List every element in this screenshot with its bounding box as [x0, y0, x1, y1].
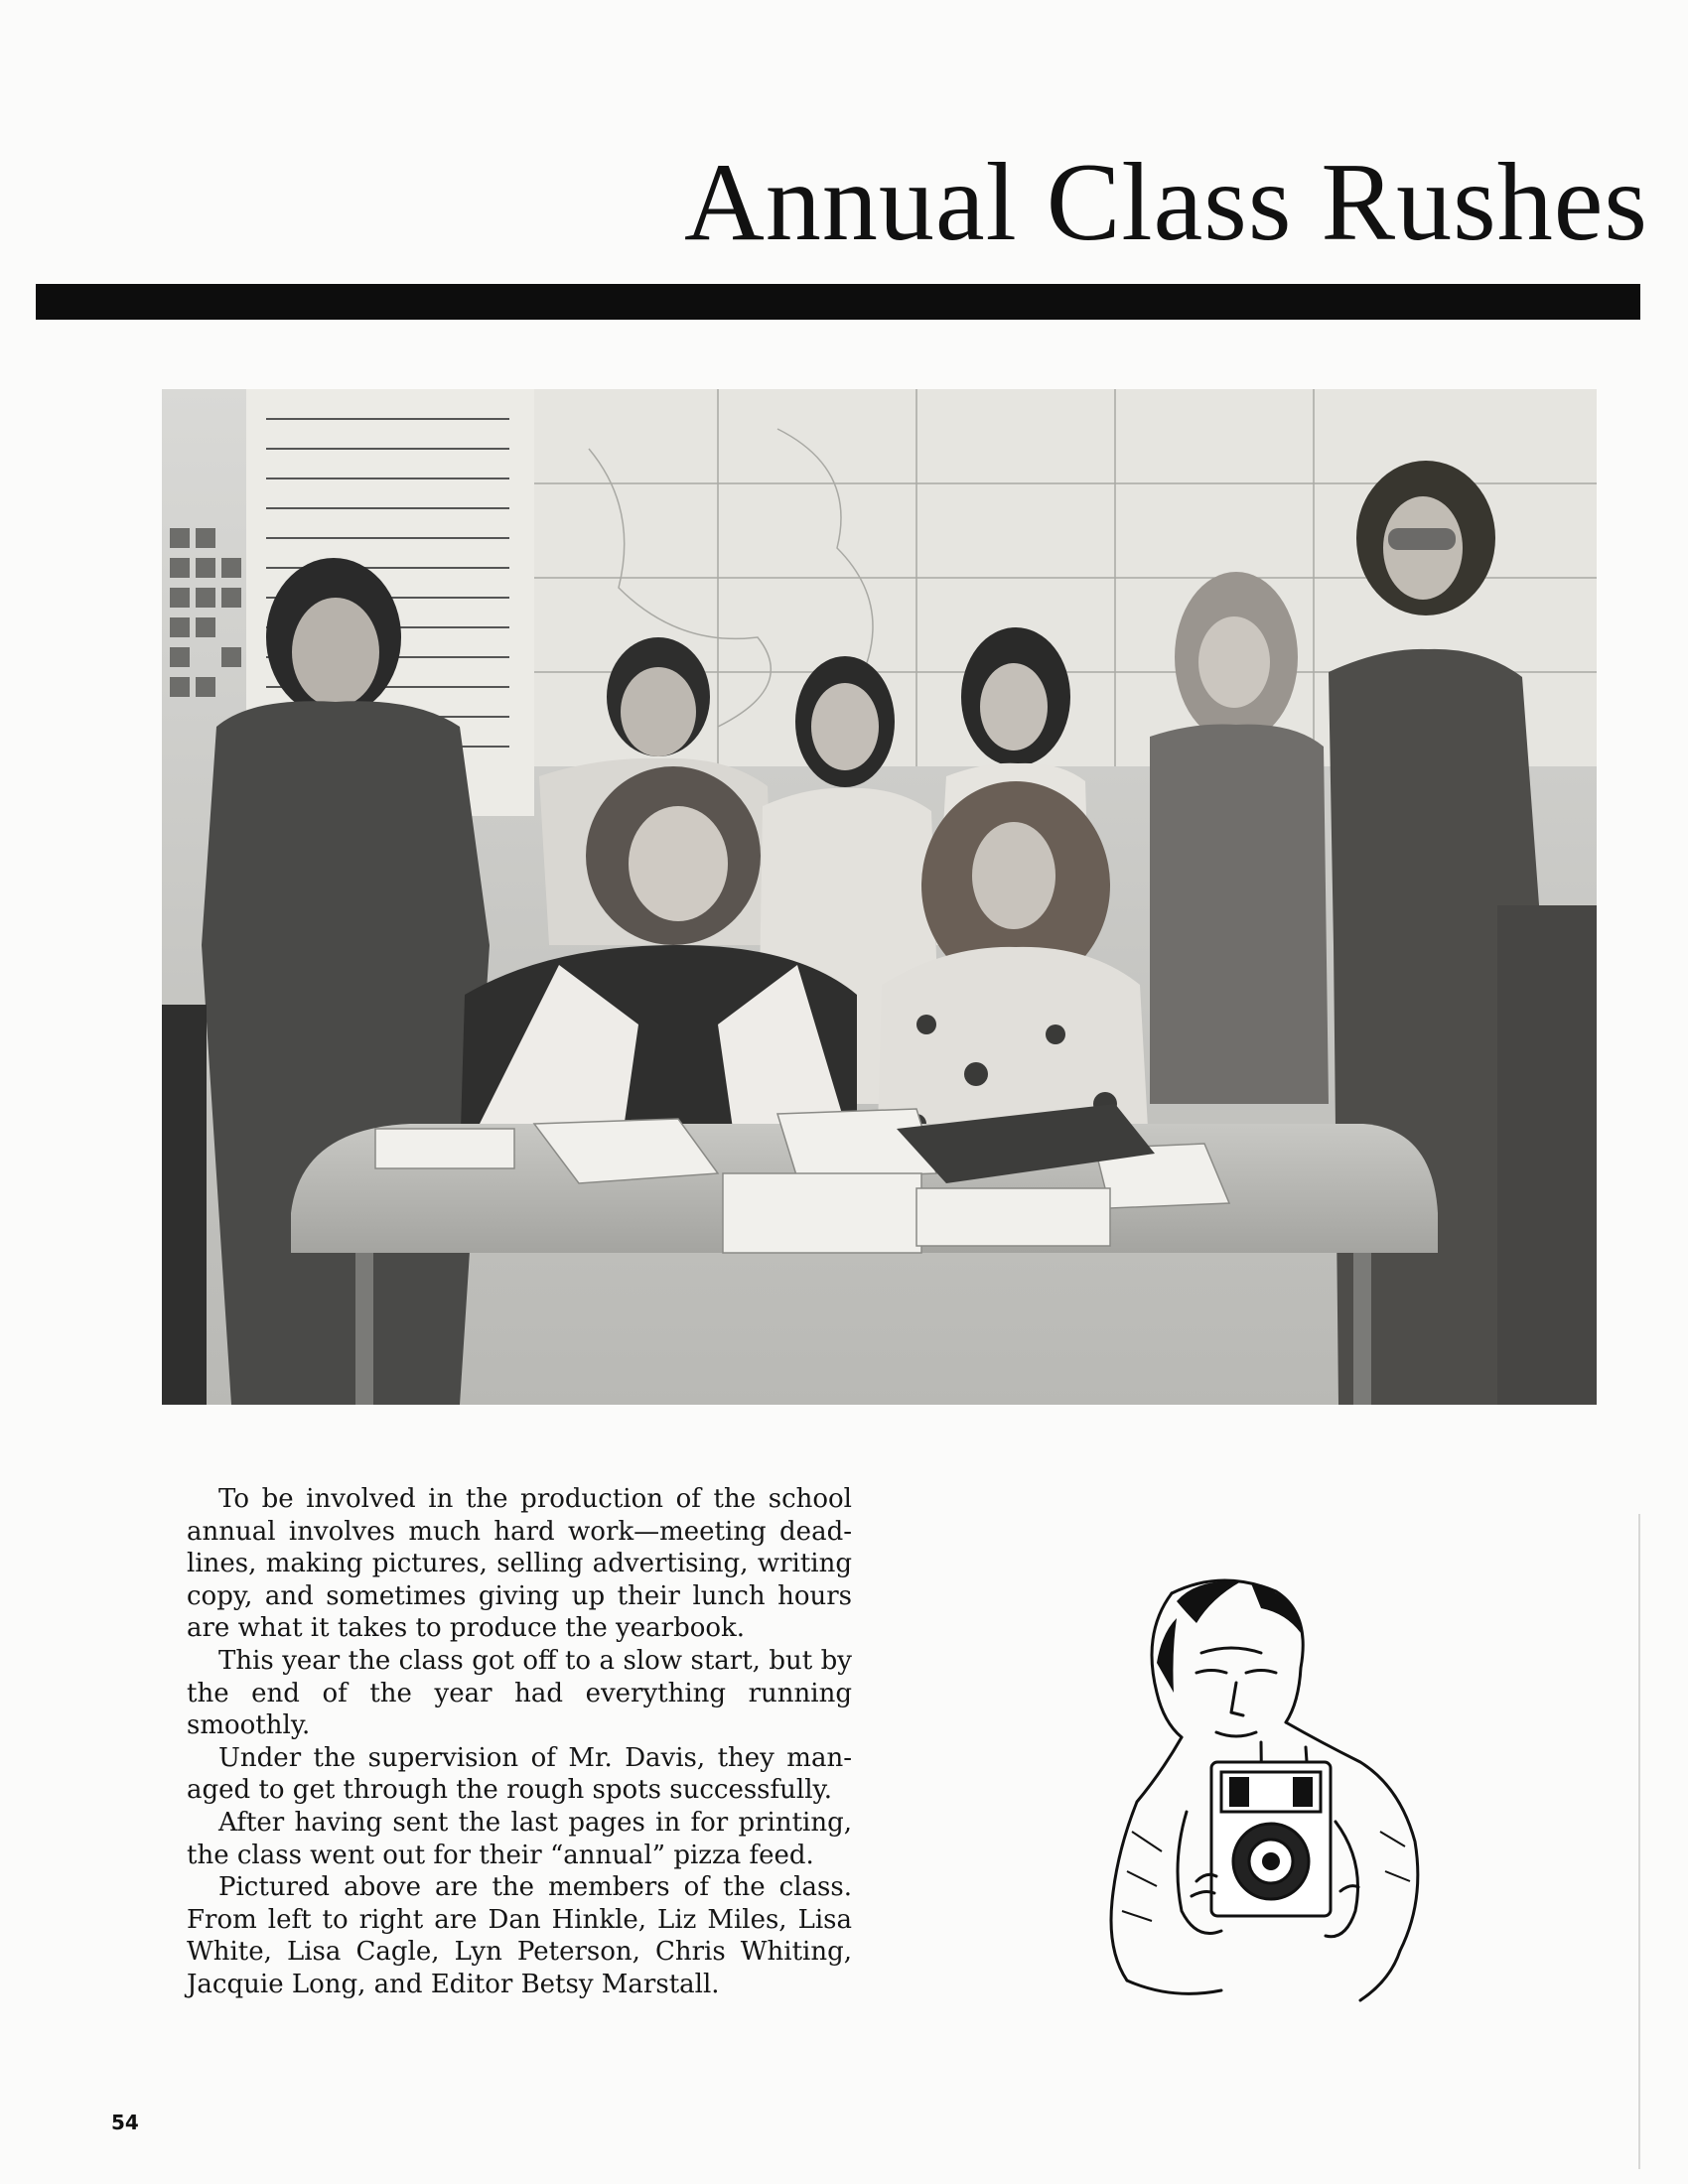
- title-rule: [36, 284, 1640, 320]
- class-group-photo: [162, 389, 1597, 1405]
- article-paragraph: To be involved in the production of the school annual involves much hard work—meeting dead-lines, making pictures, selling advertising, writing copy, and sometimes giving up their lunch hours are what it takes to produce the yearbook.: [187, 1484, 852, 1644]
- article-paragraph: Pictured above are the members of the class. From left to right are Dan Hinkle, Liz Miles, Lisa White, Lisa Cagle, Lyn Peterson, Chris Whiting, Jacquie Long, and Editor Betsy Marstall.: [187, 1872, 852, 1999]
- page-fold-line: [1638, 1514, 1640, 2169]
- article-paragraph: This year the class got off to a slow start, but by the end of the year had everything running smoothly.: [187, 1645, 852, 1741]
- article-body: [187, 1483, 852, 2001]
- article-paragraph: Under the supervision of Mr. Davis, they man-aged to get through the rough spots successfully.: [187, 1742, 852, 1806]
- page-number: 54: [111, 2111, 139, 2134]
- article-paragraph: After having sent the last pages in for printing, the class went out for their “annual” pizza feed.: [187, 1807, 852, 1870]
- photographer-sketch-illustration: [1102, 1573, 1440, 2030]
- page-title: Annual Class Rushes: [684, 141, 1648, 264]
